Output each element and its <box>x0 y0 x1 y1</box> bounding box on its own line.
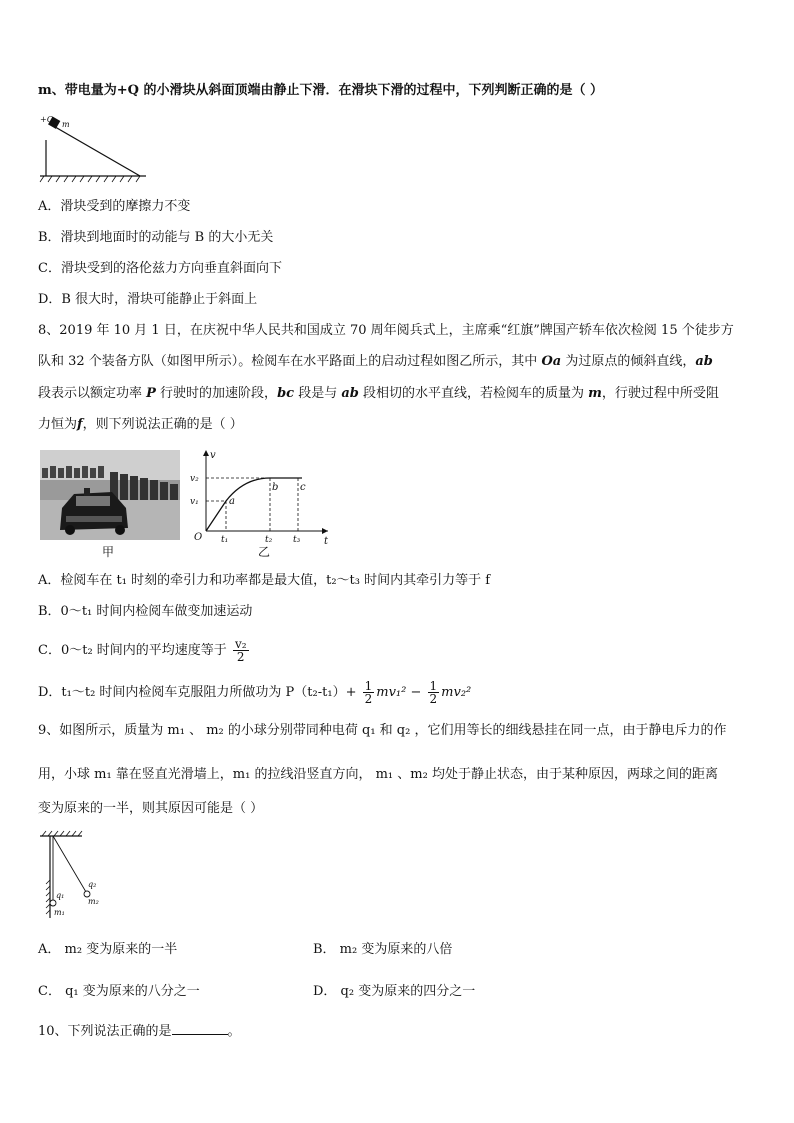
q8-option-c-fraction: $\frac{\text{v₂}}{2}$ <box>234 637 247 664</box>
q8-graph-v2-label: v₂ <box>190 474 199 484</box>
q7-stem: m、带电量为+Q 的小滑块从斜面顶端由静止下滑．在滑块下滑的过程中，下列判断正确的是（ ） <box>38 83 604 98</box>
q8-photo-label: 甲 <box>102 545 115 559</box>
q8-graph-v1-label: v₁ <box>190 497 199 507</box>
q7-option-a: A．滑块受到的摩擦力不变 <box>38 199 191 214</box>
q9-stem-line1: 9、如图所示，质量为 m₁ 、 m₂ 的小球分别带同种电荷 q₁ 和 q₂ ，它们用等长的细线悬挂在同一点，由于静电斥力的作 <box>38 723 727 738</box>
q8-option-b: B．0～t₁ 时间内检阅车做变加速运动 <box>38 604 253 619</box>
q8-option-d-fraction-2: $\frac{1}{2}$ <box>429 679 438 706</box>
q8-stem-line3: 段表示以额定功率 P 行驶时的加速阶段，bc 段是与 ab 段相切的水平直线，若检阅车的质量为 m，行驶过程中所受阻 <box>38 386 719 401</box>
q8-option-c: C．0～t₂ 时间内的平均速度等于 $\frac{\text{v₂}}{2}$ <box>38 637 247 664</box>
q8-stem-line2: 队和 32 个装备方队（如图甲所示）。检阅车在水平路面上的启动过程如图乙所示，其中 Oa 为过原点的倾斜直线，ab <box>38 354 713 369</box>
q8-parade-photo <box>40 450 180 540</box>
q8-graph-t2-label: t₂ <box>265 535 273 545</box>
q8-graph-point-a: a <box>229 496 235 507</box>
q8-graph-origin-label: O <box>194 532 203 543</box>
q8-stem-line1: 8、2019 年 10 月 1 日，在庆祝中华人民共和国成立 70 周年阅兵式上，主席乘“红旗”牌国产轿车依次检阅 15 个徒步方 <box>38 323 734 338</box>
q8-option-a: A．检阅车在 t₁ 时刻的牵引力和功率都是最大值，t₂～t₃ 时间内其牵引力等于 f <box>38 573 491 588</box>
q7-fig-charge-label: +Q <box>40 115 54 124</box>
q8-option-d-fraction-1: $\frac{1}{2}$ <box>364 679 373 706</box>
q9-fig-q1-label: q₁ <box>56 891 65 900</box>
q8-graph-t3-label: t₃ <box>293 535 301 545</box>
q7-incline-figure <box>36 112 156 184</box>
q7-option-d: D．B 很大时，滑块可能静止于斜面上 <box>38 292 258 307</box>
q9-pendulum-figure <box>36 828 116 920</box>
q9-fig-m2-label: m₂ <box>88 897 99 906</box>
q10-stem: 10、下列说法正确的是 。 <box>38 1024 241 1039</box>
q8-graph-point-b: b <box>272 482 279 493</box>
q8-graph-t-axis-label: t <box>324 536 329 546</box>
q9-stem-line3: 变为原来的一半，则其原因可能是（ ） <box>38 801 264 816</box>
q9-option-a: A． m₂ 变为原来的一半 <box>38 942 178 957</box>
q9-option-b: B． m₂ 变为原来的八倍 <box>313 942 453 957</box>
q8-graph-label: 乙 <box>258 545 271 559</box>
q7-fig-mass-label: m <box>62 120 70 129</box>
q7-option-b: B．滑块到地面时的动能与 B 的大小无关 <box>38 230 274 245</box>
q8-vt-graph <box>186 446 336 546</box>
q9-option-c: C． q₁ 变为原来的八分之一 <box>38 984 200 999</box>
q8-graph-point-c: c <box>300 482 306 493</box>
q8-option-d: D．t₁～t₂ 时间内检阅车克服阻力所做功为 P（t₂-t₁）+ $\frac{1}{2}$ mv₁² − $\frac{1}{2}$ mv₂² <box>38 679 472 706</box>
q7-option-c: C．滑块受到的洛伦兹力方向垂直斜面向下 <box>38 261 282 276</box>
q9-option-d: D． q₂ 变为原来的四分之一 <box>313 984 476 999</box>
q8-graph-v-axis-label: v <box>210 450 216 461</box>
q9-fig-q2-label: q₂ <box>88 880 97 889</box>
q9-stem-line2: 用，小球 m₁ 靠在竖直光滑墙上，m₁ 的拉线沿竖直方向， m₁ 、m₂ 均处于静止状态，由于某种原因，两球之间的距离 <box>38 767 718 782</box>
q8-stem-line4: 力恒为f，则下列说法正确的是（ ） <box>38 417 243 432</box>
q9-fig-m1-label: m₁ <box>54 908 65 917</box>
q10-answer-blank[interactable] <box>172 1022 228 1035</box>
q8-graph-t1-label: t₁ <box>221 535 229 545</box>
